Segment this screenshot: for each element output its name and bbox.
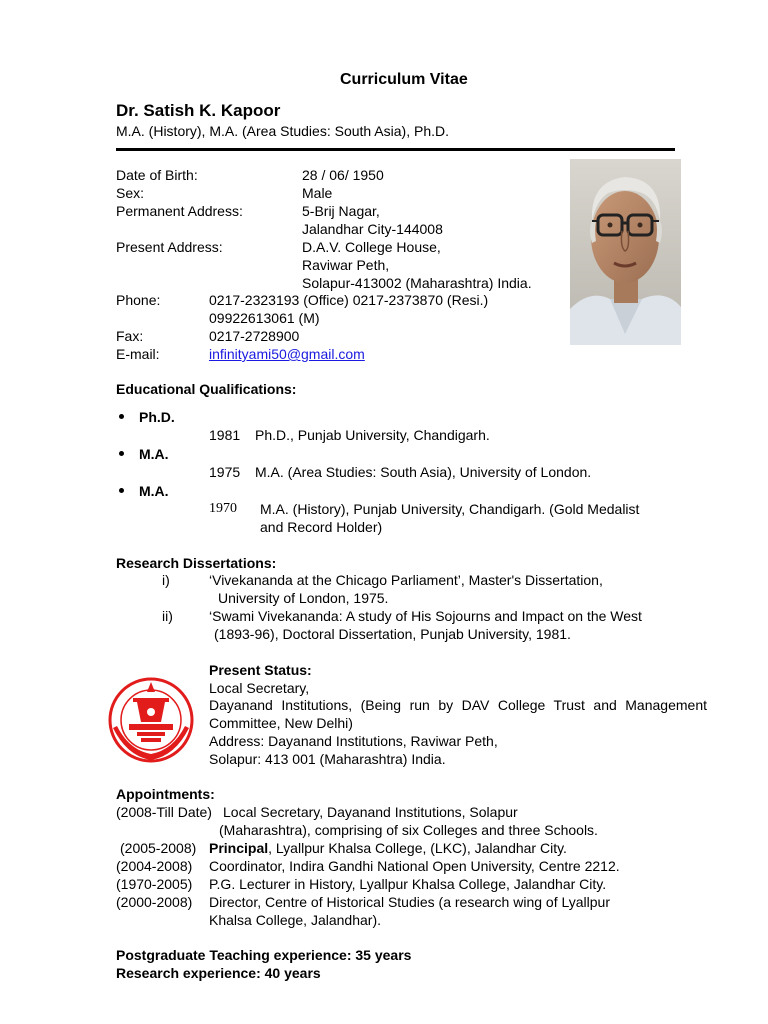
appointment-text: Local Secretary, Dayanand Institutions, Solapur — [223, 804, 518, 820]
education-detail: M.A. (History), Punjab University, Chandigarh. (Gold Medalist — [260, 501, 640, 517]
education-detail: M.A. (Area Studies: South Asia), University of London. — [255, 464, 592, 480]
phone-label: Phone: — [116, 292, 161, 308]
bullet-icon — [119, 451, 124, 456]
education-detail: and Record Holder) — [260, 519, 383, 535]
present-address-line: Raviwar Peth, — [302, 257, 390, 273]
portrait-photo — [570, 159, 681, 345]
mobile-value: 09922613061 (M) — [209, 310, 320, 326]
education-detail: Ph.D., Punjab University, Chandigarh. — [255, 427, 490, 443]
appointment-text: Director, Centre of Historical Studies (a research wing of Lyallpur — [209, 894, 610, 910]
dob-value: 28 / 06/ 1950 — [302, 167, 384, 183]
research-item: (1893-96), Doctoral Dissertation, Punjab University, 1981. — [214, 626, 571, 642]
education-degree: M.A. — [139, 446, 169, 462]
appointment-text: P.G. Lecturer in History, Lyallpur Khalsa College, Jalandhar City. — [209, 876, 607, 892]
permanent-address-label: Permanent Address: — [116, 203, 243, 219]
bullet-icon — [119, 414, 124, 419]
present-address-label: Present Address: — [116, 239, 223, 255]
research-item: University of London, 1975. — [218, 590, 389, 606]
email-label: E-mail: — [116, 346, 160, 362]
research-number: ii) — [162, 608, 173, 624]
education-year: 1981 — [209, 427, 241, 443]
research-number: i) — [162, 572, 170, 588]
present-address-line: D.A.V. College House, — [302, 239, 441, 255]
appointment-text: Coordinator, Indira Gandhi National Open University, Centre 2212. — [209, 858, 620, 874]
present-address-line: Solapur-413002 (Maharashtra) India. — [302, 275, 532, 291]
education-year: 1975 — [209, 464, 241, 480]
degrees-line: M.A. (History), M.A. (Area Studies: South Asia), Ph.D. — [116, 123, 449, 139]
appointments-heading: Appointments: — [116, 786, 215, 802]
document-title: Curriculum Vitae — [340, 71, 468, 88]
permanent-address-line: 5-Brij Nagar, — [302, 203, 380, 219]
appointment-detail: , Lyallpur Khalsa College, (LKC), Jalandhar City. — [268, 840, 567, 856]
sex-label: Sex: — [116, 185, 145, 201]
research-experience: Research experience: 40 years — [116, 965, 321, 981]
status-paragraph: Dayanand Institutions, (Being run by DAV College Trust and Management Committee, New Delhi) — [209, 697, 707, 731]
header-divider — [116, 148, 675, 151]
education-degree: M.A. — [139, 483, 169, 499]
research-item: ‘Vivekananda at the Chicago Parliament’, Master's Dissertation, — [209, 572, 603, 588]
appointment-period: (1970-2005) — [116, 876, 193, 892]
person-name: Dr. Satish K. Kapoor — [116, 101, 281, 120]
institution-logo — [107, 668, 195, 772]
appointment-period: (2004-2008) — [116, 858, 193, 874]
appointment-role: Principal — [209, 840, 269, 856]
appointment-text: (Maharashtra), comprising of six Colleges and three Schools. — [219, 822, 598, 838]
status-address: Address: Dayanand Institutions, Raviwar Peth, — [209, 733, 498, 749]
fax-label: Fax: — [116, 328, 144, 344]
appointment-period: (2005-2008) — [120, 840, 197, 856]
education-degree: Ph.D. — [139, 409, 175, 425]
research-heading: Research Dissertations: — [116, 555, 277, 571]
appointment-text: Khalsa College, Jalandhar). — [209, 912, 381, 928]
status-line: Local Secretary, — [209, 680, 310, 696]
status-address: Solapur: 413 001 (Maharashtra) India. — [209, 751, 446, 767]
teaching-experience: Postgraduate Teaching experience: 35 years — [116, 947, 412, 963]
permanent-address-line: Jalandhar City-144008 — [302, 221, 443, 237]
bullet-icon — [119, 488, 124, 493]
appointment-period: (2008-Till Date) — [116, 804, 212, 820]
education-year: 1970 — [209, 501, 237, 516]
research-item: ‘Swami Vivekananda: A study of His Sojourns and Impact on the West — [209, 608, 642, 624]
fax-value: 0217-2728900 — [209, 328, 300, 344]
appointment-text — [209, 839, 567, 857]
education-heading: Educational Qualifications: — [116, 381, 297, 397]
present-status-heading: Present Status: — [209, 662, 312, 678]
sex-value: Male — [302, 185, 333, 201]
phone-value: 0217-2323193 (Office) 0217-2373870 (Resi.) — [209, 292, 489, 308]
appointment-period: (2000-2008) — [116, 894, 193, 910]
email-link[interactable]: infinityami50@gmail.com — [209, 346, 365, 362]
dob-label: Date of Birth: — [116, 167, 198, 183]
